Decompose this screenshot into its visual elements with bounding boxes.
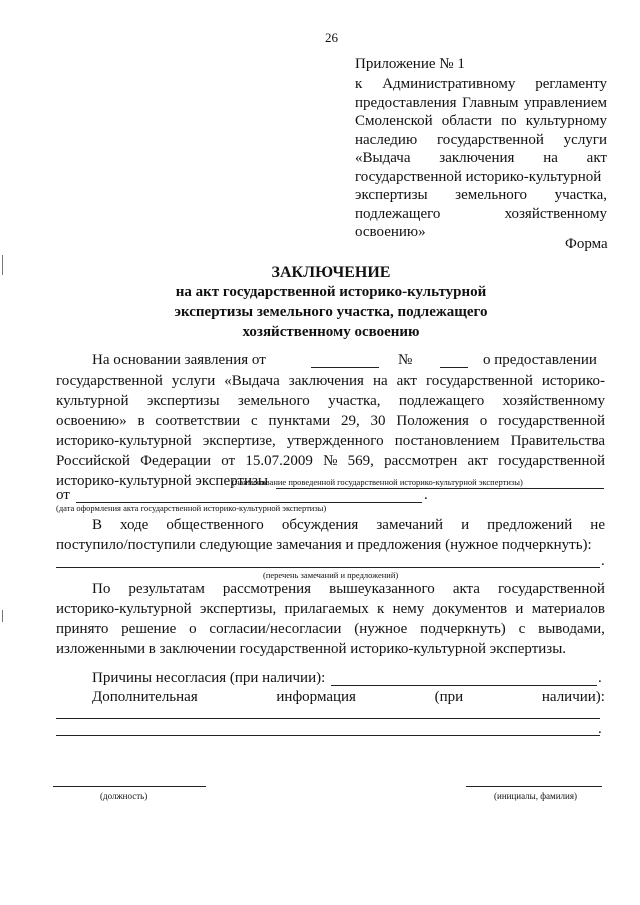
- paragraph-line: изложенными в заключении государственной историко-культурной экспертизы.: [56, 641, 567, 657]
- word: принято: [56, 621, 109, 637]
- word: хозяйственному: [504, 205, 607, 222]
- word: культурному: [525, 113, 607, 129]
- document-subtitle-line-1: на акт государственной историко-культурной: [175, 284, 487, 300]
- word: на: [543, 150, 558, 166]
- word: 15.07.2009: [245, 453, 313, 469]
- word: освоению»: [355, 224, 426, 240]
- paragraph-line: [92, 517, 605, 534]
- word: акт: [396, 373, 417, 389]
- word: «Выдача: [355, 150, 411, 166]
- word: Главным: [462, 94, 519, 111]
- word: акт: [586, 150, 607, 166]
- word: области: [441, 113, 492, 129]
- word: услуги: [563, 131, 607, 148]
- appendix-line: [355, 224, 435, 241]
- paragraph-line: [56, 601, 605, 618]
- application-basis-text: На основании заявления от: [92, 352, 266, 368]
- remarks-list-field[interactable]: [56, 567, 600, 568]
- number-sign: №: [398, 352, 413, 368]
- word: утвержденного: [286, 433, 384, 449]
- name-caption: (инициалы, фамилия): [494, 791, 577, 801]
- word: экспертизы,: [199, 601, 277, 617]
- word: заключения: [439, 150, 515, 166]
- page-number: 26: [325, 30, 338, 45]
- word: на: [372, 373, 388, 389]
- word: В: [92, 517, 103, 533]
- word: от: [221, 453, 236, 469]
- word: экспертизы: [146, 393, 220, 409]
- word: общественного: [166, 517, 264, 533]
- word: освоению»: [56, 413, 127, 429]
- word: регламенту: [535, 76, 607, 92]
- paragraph-line: [56, 413, 605, 430]
- word: пунктами: [268, 413, 331, 429]
- paragraph-line: [56, 621, 605, 638]
- word: о: [479, 413, 488, 429]
- word: участка,: [554, 187, 607, 203]
- word: документов: [432, 601, 508, 617]
- disagreement-reasons-label: Причины несогласия (при наличии):: [92, 670, 326, 686]
- word: земельного: [237, 393, 310, 409]
- expertise-name-caption: (наименование проведенной государственной историко-культурной экспертизы): [232, 477, 523, 487]
- word: результатам: [128, 581, 205, 597]
- word: ходе: [120, 517, 149, 533]
- word: экспертизе,: [202, 433, 276, 449]
- word: акт: [467, 453, 488, 469]
- application-date-field[interactable]: [311, 367, 379, 368]
- word: выводами,: [538, 621, 605, 637]
- word: государственной историко-культурной: [355, 168, 602, 185]
- word: предоставления: [355, 94, 457, 111]
- expertise-name-field[interactable]: [276, 488, 604, 489]
- additional-info-field[interactable]: [56, 718, 600, 719]
- word: историко-культурной: [56, 601, 192, 617]
- appendix-line: [355, 132, 607, 149]
- appendix-title: Приложение № 1: [355, 56, 465, 72]
- word: (при: [434, 689, 464, 705]
- word: Смоленской: [355, 113, 433, 129]
- appendix-line: [355, 76, 607, 93]
- form-label: Форма: [565, 236, 608, 252]
- position-caption: (должность): [100, 791, 148, 801]
- word: 30: [370, 413, 386, 429]
- act-date-caption: (дата оформления акта государственной историко-культурной экспертизы): [56, 503, 327, 513]
- application-number-field[interactable]: [440, 367, 468, 368]
- word: и: [461, 517, 470, 533]
- word: к: [377, 601, 385, 617]
- paragraph-line: [92, 581, 605, 598]
- word: рассмотрения: [222, 581, 312, 597]
- appendix-line: [355, 169, 607, 186]
- word: управлением: [524, 94, 607, 111]
- word: замечаний: [376, 517, 444, 533]
- word: Российской: [56, 453, 130, 469]
- word: материалов: [531, 601, 605, 617]
- word: Федерации: [140, 453, 212, 469]
- appendix-line: [355, 206, 607, 223]
- remarks-list-caption: (перечень замечаний и предложений): [263, 570, 399, 580]
- word: по: [501, 113, 517, 129]
- appendix-line: [355, 150, 607, 167]
- paragraph-line: историко-культурной экспертизы: [56, 473, 269, 489]
- binding-mark: [2, 255, 3, 275]
- paragraph-line: [56, 433, 605, 450]
- paragraph-line: поступило/поступили следующие замечания и предложения (нужное подчеркнуть):: [56, 537, 592, 553]
- word: о: [189, 621, 197, 637]
- word: 29,: [340, 413, 360, 429]
- word: наследию: [355, 131, 418, 148]
- word: наличии):: [541, 689, 605, 705]
- word: «Выдача: [224, 373, 280, 389]
- word: и: [515, 601, 524, 617]
- word: Правительства: [510, 433, 605, 449]
- word: вышеуказанного: [329, 581, 435, 597]
- word: Дополнительная: [92, 689, 198, 705]
- word: историко-культурной: [56, 433, 192, 449]
- word: к: [355, 76, 363, 92]
- line-end-dot: .: [424, 487, 428, 503]
- word: государственной: [498, 581, 605, 597]
- line-end-dot: .: [598, 721, 602, 737]
- binding-mark: [2, 610, 3, 622]
- word: информация: [276, 689, 356, 705]
- line-end-dot: .: [601, 553, 605, 569]
- document-subtitle-line-3: хозяйственному освоению: [242, 324, 420, 340]
- additional-info-field[interactable]: [56, 735, 600, 736]
- appendix-line: [355, 187, 607, 204]
- appendix-line: [355, 95, 607, 112]
- word: акта: [452, 581, 480, 597]
- word: историко-: [541, 373, 605, 389]
- word: постановлением: [394, 433, 500, 449]
- word: рассмотрен: [384, 453, 458, 469]
- word: По: [92, 581, 111, 597]
- word: государственной: [436, 131, 544, 148]
- document-subtitle-line-2: экспертизы земельного участка, подлежащего: [174, 304, 488, 320]
- additional-info-label: [92, 689, 605, 706]
- name-field[interactable]: [466, 786, 602, 787]
- word: хозяйственному: [502, 393, 605, 409]
- word: подлежащего: [355, 205, 441, 222]
- paragraph-line: [56, 453, 605, 470]
- word: Положения: [396, 413, 469, 429]
- word: с: [518, 621, 526, 637]
- disagreement-reasons-field[interactable]: [331, 685, 597, 686]
- word: участка,: [328, 393, 381, 409]
- word: государственной: [498, 413, 605, 429]
- word: не: [590, 517, 605, 533]
- word: №: [323, 453, 338, 469]
- word: решение: [121, 621, 177, 637]
- word: 569,: [347, 453, 374, 469]
- word: подлежащего: [398, 393, 485, 409]
- word: Административному: [382, 76, 516, 92]
- word: прилагаемых: [284, 601, 369, 617]
- paragraph-line: [56, 373, 605, 390]
- word: экспертизы: [355, 187, 428, 203]
- word: государственной: [425, 373, 533, 389]
- word: государственной: [56, 373, 163, 389]
- word: услуги: [171, 373, 216, 389]
- word: (нужное: [354, 621, 408, 637]
- appendix-line: [355, 113, 607, 130]
- line-end-dot: .: [598, 670, 602, 686]
- word: обсуждения: [281, 517, 359, 533]
- word: культурной: [56, 393, 129, 409]
- word: в: [137, 413, 145, 429]
- paragraph-line: [56, 393, 605, 410]
- word: государственной: [498, 453, 605, 469]
- word: согласии/несогласии: [209, 621, 342, 637]
- word: подчеркнуть): [420, 621, 506, 637]
- word: соответствии: [155, 413, 241, 429]
- word: нему: [392, 601, 425, 617]
- word: земельного: [455, 187, 528, 203]
- document-title: ЗАКЛЮЧЕНИЕ: [271, 264, 391, 281]
- word: предложений: [487, 517, 573, 533]
- word: с: [251, 413, 258, 429]
- application-subject-text: о предоставлении: [483, 352, 597, 368]
- from-label: от: [56, 487, 70, 503]
- position-field[interactable]: [53, 786, 206, 787]
- word: заключения: [288, 373, 364, 389]
